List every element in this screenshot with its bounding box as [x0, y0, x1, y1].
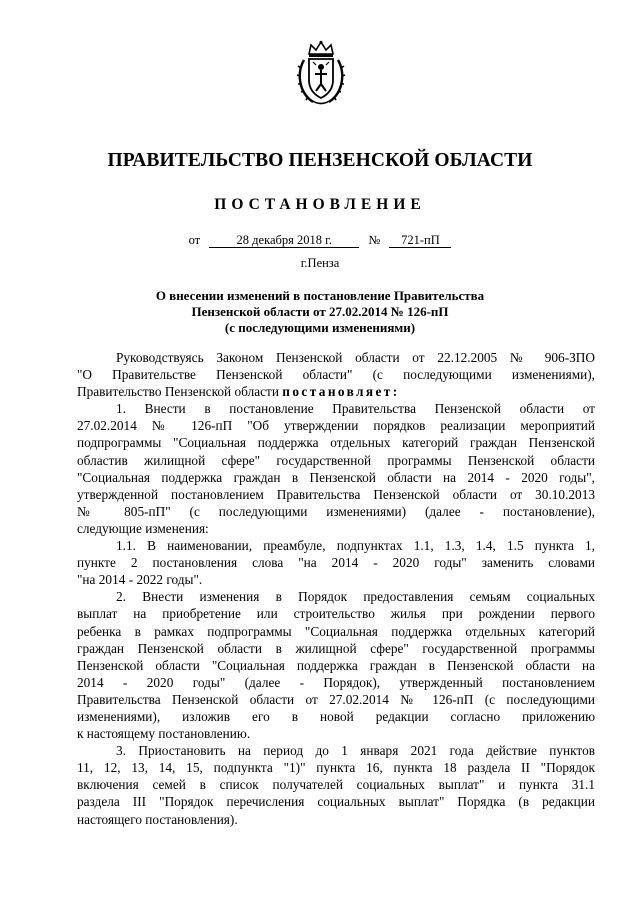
document-body [77, 349, 595, 828]
body-line: 3. Приостановить на период до 1 января 2021 года действие пунктов [116, 743, 595, 759]
document-number: 721-пП [389, 234, 451, 248]
body-line: "Социальная поддержка граждан в Пензенской области на 2014 - 2020 годы", [77, 469, 595, 485]
body-line: "О Правительстве Пензенской области" (с последующими изменениями), [77, 367, 595, 383]
body-line: 1.1. В наименовании, преамбуле, подпунктах 1.1, 1.3, 1.4, 1.5 пункта 1, [116, 538, 595, 554]
body-line: областив жилищной сфере" государственной программы Пензенской области [77, 452, 595, 468]
body-line: следующие изменения: [77, 520, 209, 536]
body-line: 2014 - 2020 годы" (далее - Порядок), утвержденный постановлением [77, 674, 595, 690]
body-line: выплат на приобретение или строительство жилья при рождении первого [77, 606, 595, 622]
government-title: ПРАВИТЕЛЬСТВО ПЕНЗЕНСКОЙ ОБЛАСТИ [107, 150, 533, 171]
resolves-word: постановляет: [282, 384, 400, 400]
document-subject [120, 288, 520, 336]
body-line: раздела III "Порядок перечисления социальных выплат" Порядка (в редакции [77, 794, 595, 810]
document-date: 28 декабря 2018 г. [209, 234, 359, 248]
body-line: 2. Внести изменения в Порядок предоставления семьям социальных [116, 589, 595, 605]
subject-line: О внесении изменений в постановление Правительства [155, 288, 485, 303]
subject-line: Пензенской области от 27.02.2014 № 126-пП [191, 304, 449, 319]
city: г.Пенза [300, 256, 340, 270]
body-line: Руководствуясь Законом Пензенской области от 22.12.2005 № 906-ЗПО [116, 350, 595, 365]
body-line: 1. Внести в постановление Правительства Пензенской области от [116, 401, 595, 417]
body-line: № 805-пП" (с последующими изменениями) (далее - постановление), [77, 503, 595, 519]
body-line: 27.02.2014 № 126-пП "Об утверждении порядков реализации мероприятий [77, 418, 595, 434]
body-line: утвержденной постановлением Правительства Пензенской области от 30.10.2013 [77, 486, 595, 502]
body-line: ребенка в рамках подпрограммы "Социальная поддержка отдельных категорий [77, 623, 595, 639]
body-line: граждан Пензенской области в жилищной сфере" государственной программы [77, 640, 595, 656]
subject-line: (с последующими изменениями) [224, 320, 416, 335]
date-prefix: от [188, 233, 201, 247]
body-line: подпрограммы "Социальная поддержка отдельных категорий граждан Пензенской [77, 435, 595, 451]
penza-coat-of-arms-icon [295, 40, 347, 108]
body-line: к настоящему постановлению. [77, 726, 251, 742]
body-line [77, 383, 595, 400]
number-sign: № [368, 233, 381, 247]
body-line: пункте 2 постановления слова "на 2014 - 2020 годы" заменить словами [77, 555, 595, 571]
preamble-end: Правительство Пензенской области [77, 384, 279, 400]
body-line: Пензенской области "Социальная поддержка граждан в Пензенской области на [77, 657, 595, 673]
date-number-line [0, 233, 640, 248]
body-line: Правительства Пензенской области от 27.02.2014 № 126-пП (с последующими [77, 691, 595, 707]
document-type: ПОСТАНОВЛЕНИЕ [214, 196, 426, 213]
body-line: 11, 12, 13, 14, 15, подпункта "1)" пункта 16, пункта 18 раздела II "Порядок [77, 760, 595, 776]
body-line: изменениями), изложив его в новой редакции согласно приложению [77, 708, 595, 724]
body-line: "на 2014 - 2022 годы". [77, 572, 203, 588]
body-line: настоящего постановления). [77, 811, 238, 827]
body-line: включения семей в список получателей социальных выплат" и пункта 31.1 [77, 777, 595, 793]
